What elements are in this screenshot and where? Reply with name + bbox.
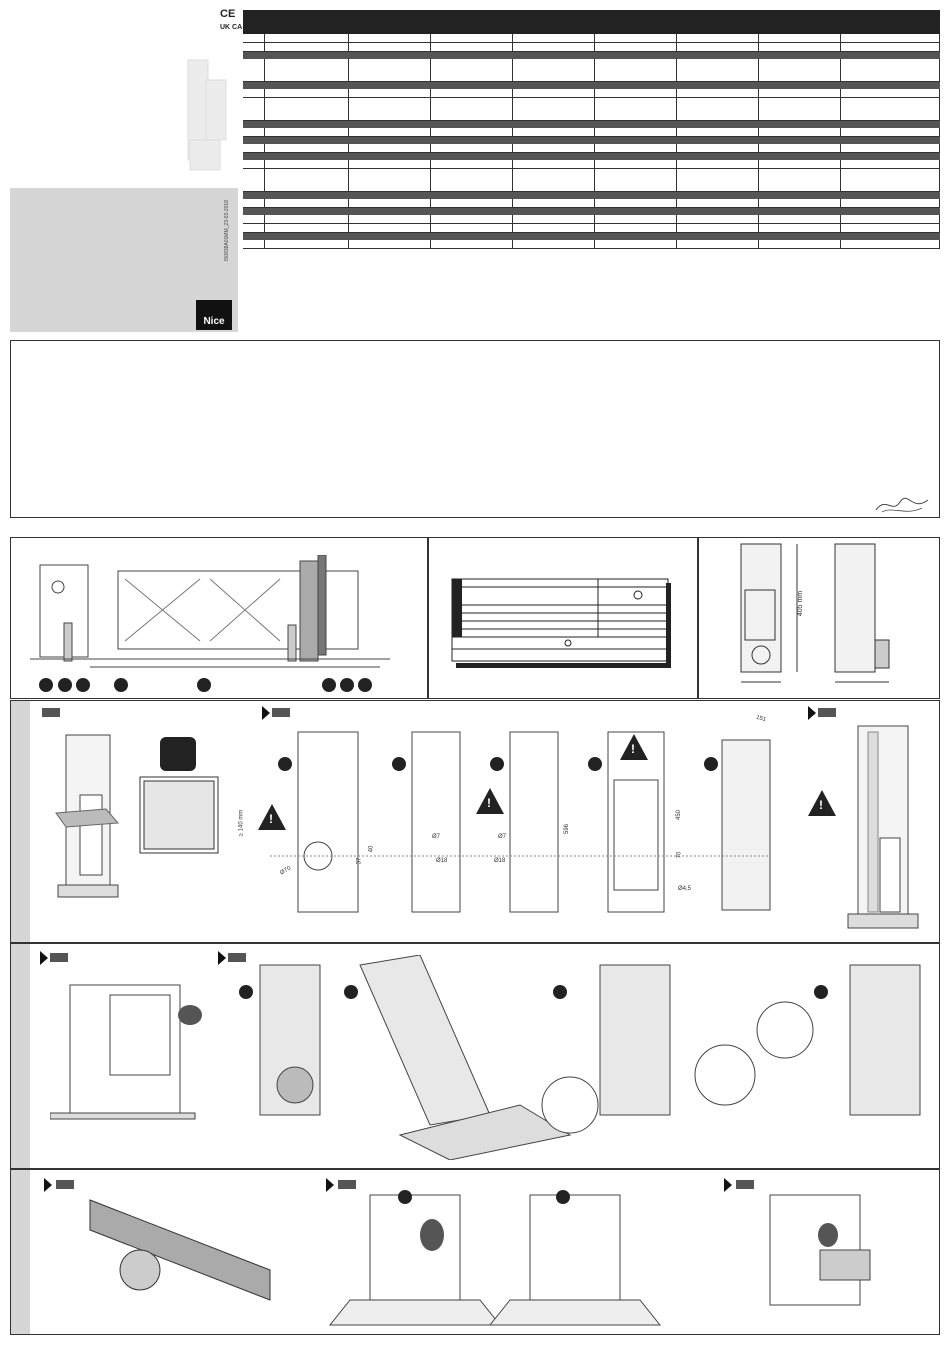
marker-d (588, 757, 602, 771)
marker-c (490, 757, 504, 771)
dim-hole-7b: Ø7 (498, 834, 507, 840)
table-header (243, 10, 940, 34)
post-drawing-cover (840, 718, 930, 938)
rack-and-release-drawings (80, 1190, 920, 1330)
marker-2 (58, 678, 72, 692)
marker-1 (39, 678, 53, 692)
post-drilling-drawings (270, 720, 790, 940)
warning-icon-1: ! (258, 804, 286, 830)
step-tag-8 (736, 1180, 754, 1189)
step-tag-6 (56, 1180, 74, 1189)
warning-icon-4: ! (808, 790, 836, 816)
dim-hole-18a: Ø18 (436, 858, 448, 864)
marker-3 (76, 678, 90, 692)
motor-dimensions-drawing (735, 540, 915, 690)
step-tag-2 (272, 708, 290, 717)
marker-5 (197, 678, 211, 692)
product-silhouette (180, 50, 235, 180)
dim-450: 450 (676, 809, 683, 821)
step-arrow-2 (262, 706, 270, 720)
dim-40: 40 (368, 845, 375, 853)
warning-icon-3: ! (620, 734, 648, 760)
dim-70: 70 (676, 851, 683, 859)
marker-4 (114, 678, 128, 692)
spec-table (243, 10, 940, 249)
step-arrow-6 (44, 1178, 52, 1192)
step-arrow-4 (40, 951, 48, 965)
marker-j (398, 1190, 412, 1204)
dim-hole-7a: Ø7 (432, 834, 441, 840)
dim-height: 405 mm (797, 590, 805, 617)
dim-hole-18b: Ø18 (494, 858, 506, 864)
step-arrow-3 (808, 706, 816, 720)
dim-hole-70: Ø70 (279, 865, 293, 877)
marker-a (278, 757, 292, 771)
dim-37: 37 (356, 857, 363, 865)
step-tag-3 (818, 708, 836, 717)
marker-8 (358, 678, 372, 692)
post-drawing-1 (50, 725, 250, 905)
marker-k (556, 1190, 570, 1204)
dim-151: 151 (755, 714, 767, 724)
dim-596: 596 (564, 823, 571, 835)
dim-45: Ø4,5 (678, 886, 692, 892)
nice-logo: Nice (196, 300, 232, 330)
warning-icon-2: ! (476, 788, 504, 814)
marker-6 (322, 678, 336, 692)
marker-e (704, 757, 718, 771)
document-code: IS0838A01MM_23-03-2018 (224, 200, 230, 262)
motor-mounting-drawings (50, 955, 930, 1160)
signature (872, 492, 932, 518)
marker-g (344, 985, 358, 999)
marker-b (392, 757, 406, 771)
ce-mark: CE UK CA (220, 8, 243, 31)
step-tag-7 (338, 1180, 356, 1189)
step-tag-1 (42, 708, 60, 717)
marker-i (814, 985, 828, 999)
cable-table-drawing (448, 575, 673, 670)
declaration-box (10, 340, 940, 518)
marker-f (239, 985, 253, 999)
marker-7 (340, 678, 354, 692)
gate-drawing (30, 555, 420, 675)
marker-h (553, 985, 567, 999)
dim-min-plate: ≥ 140 mm (238, 809, 245, 837)
